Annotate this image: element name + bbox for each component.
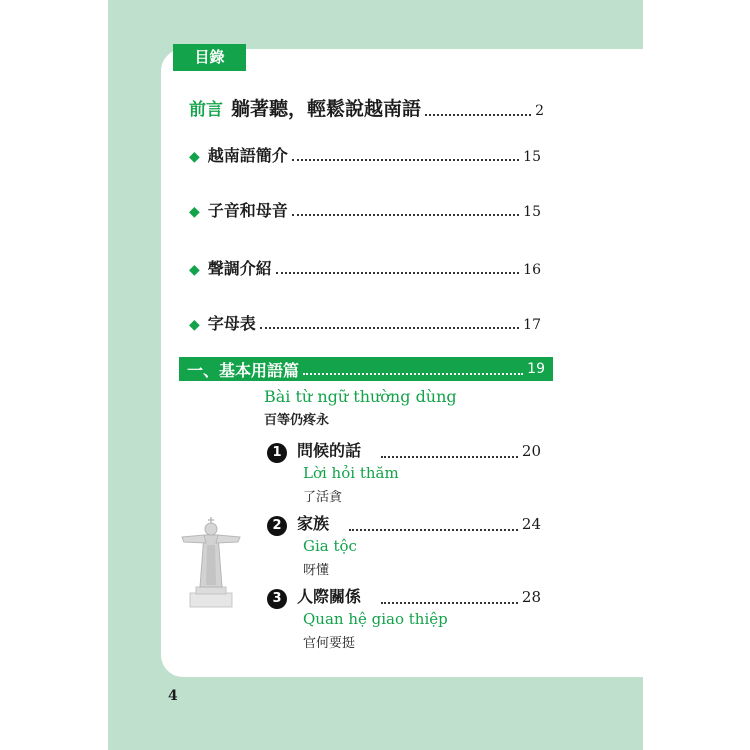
chapter-band[interactable] xyxy=(179,357,553,381)
page-ref: 20 xyxy=(521,442,541,460)
page-ref: 24 xyxy=(521,515,541,533)
leader-dots xyxy=(349,529,518,531)
leader-dots xyxy=(425,114,531,116)
toc-tab: 目錄 xyxy=(173,44,246,71)
leader-dots xyxy=(381,602,518,604)
leader-dots xyxy=(292,159,519,161)
section-title: 子音和母音 xyxy=(207,201,288,220)
page-ref: 17 xyxy=(523,317,541,333)
leader-dots xyxy=(303,373,523,375)
lesson-vietnamese: Gia tộc xyxy=(303,537,357,555)
diamond-icon: ◆ xyxy=(189,317,200,333)
lesson-title: 人際關係 xyxy=(297,587,362,606)
preface-title: 躺著聽，輕鬆說越南語 xyxy=(231,98,422,120)
chapter-page: 19 xyxy=(527,361,545,377)
page-ref: 2 xyxy=(535,103,544,119)
toc-section-row[interactable] xyxy=(189,256,541,279)
lesson-vietnamese: Quan hệ giao thiệp xyxy=(303,610,448,628)
section-title: 聲調介紹 xyxy=(207,259,272,278)
number-badge: 1 xyxy=(267,443,287,463)
toc-section-row[interactable] xyxy=(189,143,541,166)
section-title: 越南語簡介 xyxy=(207,146,288,165)
leader-dots xyxy=(381,456,518,458)
page-ref: 15 xyxy=(523,149,541,165)
leader-dots xyxy=(260,327,519,329)
toc-section-row[interactable] xyxy=(189,198,541,221)
preface-prefix: 前言 xyxy=(189,100,223,120)
section-title: 字母表 xyxy=(207,314,256,333)
diamond-icon: ◆ xyxy=(189,149,200,165)
page-number: 4 xyxy=(168,688,178,704)
chapter-phonetic: 百等仍疼永 xyxy=(264,413,330,428)
lesson-row[interactable] xyxy=(267,584,541,609)
chapter-title: 一、基本用語篇 xyxy=(187,360,300,380)
leader-dots xyxy=(292,214,519,216)
lesson-phonetic: 呀懂 xyxy=(303,563,330,578)
diamond-icon: ◆ xyxy=(189,204,200,220)
page-ref: 16 xyxy=(523,262,541,278)
lesson-vietnamese: Lời hỏi thăm xyxy=(303,464,399,482)
toc-section-row[interactable] xyxy=(189,311,541,334)
toc-preface-row[interactable] xyxy=(189,94,544,121)
lesson-title: 家族 xyxy=(297,514,330,533)
page-ref: 15 xyxy=(523,204,541,220)
number-badge: 3 xyxy=(267,589,287,609)
leader-dots xyxy=(276,272,519,274)
chapter-vietnamese: Bài từ ngữ thường dùng xyxy=(264,387,457,406)
lesson-title: 問候的話 xyxy=(297,441,362,460)
statue-icon xyxy=(178,515,244,610)
number-badge: 2 xyxy=(267,516,287,536)
lesson-row[interactable] xyxy=(267,511,541,536)
lesson-phonetic: 了活貪 xyxy=(303,490,343,505)
lesson-phonetic: 官何要挺 xyxy=(303,636,356,651)
page-ref: 28 xyxy=(521,588,541,606)
lesson-row[interactable] xyxy=(267,438,541,463)
diamond-icon: ◆ xyxy=(189,262,200,278)
